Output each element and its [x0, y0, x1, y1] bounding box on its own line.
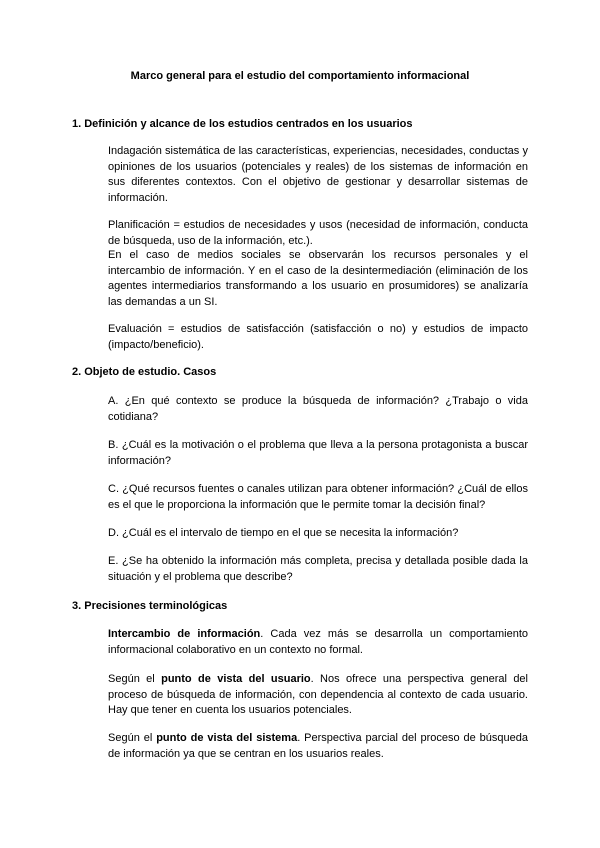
- section-3-heading: 3. Precisiones terminológicas: [72, 600, 228, 612]
- section-2-heading: 2. Objeto de estudio. Casos: [72, 366, 217, 378]
- case-b: B. ¿Cuál es la motivación o el problema que lleva a la persona protagonista a buscar información?: [108, 439, 528, 467]
- case-d: D. ¿Cuál es el intervalo de tiempo en el que se necesita la información?: [108, 527, 459, 539]
- case-e: E. ¿Se ha obtenido la información más completa, precisa y detallada posible dada la situación y el problema que describe?: [108, 555, 528, 583]
- term-punto-vista-sistema: punto de vista del sistema: [156, 732, 298, 744]
- section-3-paragraph-1: [108, 627, 528, 658]
- case-a: A. ¿En qué contexto se produce la búsqueda de información? ¿Trabajo o vida cotidiana?: [108, 395, 528, 423]
- section-3-paragraph-2-text: . Nos ofrece una perspectiva general del proceso de búsqueda de información, con dependencia al contexto de cada usuario. Hay que tener en cuenta los usuarios potenciales.: [108, 673, 528, 716]
- section-3-paragraph-2-prefix: Según el: [108, 673, 162, 685]
- section-3-paragraph-3-text: . Perspectiva parcial del proceso de búsqueda de información ya que se centran en los usuarios reales.: [108, 732, 528, 760]
- section-3-paragraph-3: [108, 731, 528, 762]
- section-3-paragraph-2: [108, 672, 528, 719]
- section-3-paragraph-3-prefix: Según el: [108, 732, 157, 744]
- section-1-paragraph-1: Indagación sistemática de las características, experiencias, necesidades, conductas y opiniones de los usuarios (potenciales y reales) de los sistemas de información en sus diferentes contextos. Con el objetivo de gestionar y desarrollar sistemas de información.: [108, 145, 528, 204]
- case-c: C. ¿Qué recursos fuentes o canales utilizan para obtener información? ¿Cuál de ellos es el que le proporciona la información que le permite tomar la decisión final?: [108, 483, 528, 511]
- section-1-paragraph-2: Planificación = estudios de necesidades y usos (necesidad de información, conducta de búsqueda, uso de la información, etc.).: [108, 219, 528, 247]
- section-1-paragraph-4: Evaluación = estudios de satisfacción (satisfacción o no) y estudios de impacto (impacto/beneficio).: [108, 323, 528, 351]
- section-3-paragraph-1-text: . Cada vez más se desarrolla un comportamiento informacional colaborativo en un contexto no formal.: [108, 628, 528, 656]
- term-punto-vista-usuario: punto de vista del usuario: [161, 673, 311, 685]
- section-1-heading: 1. Definición y alcance de los estudios centrados en los usuarios: [72, 118, 413, 130]
- document-title: Marco general para el estudio del comportamiento informacional: [130, 70, 470, 82]
- section-1-paragraph-3: En el caso de medios sociales se observarán los recursos personales y el intercambio de información. Y en el caso de la desintermediación (eliminación de los agentes intermediarios transformando a los usuario en prosumidores) se analizaría las demandas a un SI.: [108, 249, 528, 308]
- term-intercambio: Intercambio de información: [108, 628, 261, 640]
